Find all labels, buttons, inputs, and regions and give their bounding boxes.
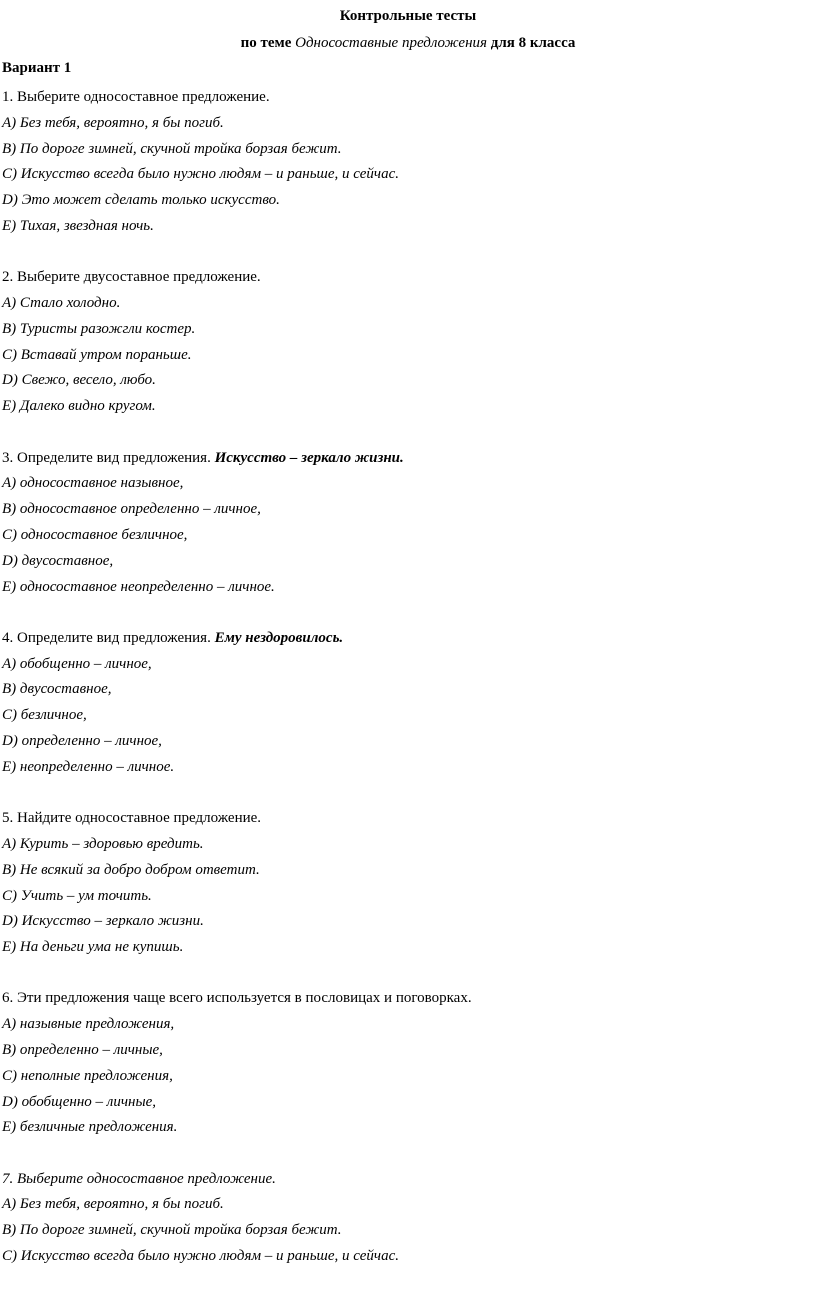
option-c: C) Учить – ум точить. [2, 887, 152, 904]
option-d: D) двусоставное, [2, 552, 114, 569]
option-d: D) обобщенно – личные, [2, 1093, 157, 1110]
question-4 [2, 626, 802, 781]
option-b: B) Туристы разожгли костер. [2, 320, 196, 337]
question-1 [2, 85, 802, 240]
question-sentence: Ему нездоровилось. [214, 629, 344, 646]
option-c: C) безличное, [2, 707, 87, 724]
option-e: E) неопределенно – личное. [2, 758, 175, 775]
question-text: 5. Найдите односоставное предложение. [2, 810, 262, 827]
questions-list [2, 85, 802, 1295]
question-5 [2, 806, 802, 961]
option-b: B) По дороге зимней, скучной тройка борзая бежит. [2, 1222, 342, 1239]
option-a: A) Без тебя, вероятно, я бы погиб. [2, 1196, 224, 1213]
option-b: B) односоставное определенно – личное, [2, 501, 261, 518]
question-2 [2, 265, 802, 420]
option-d: D) определенно – личное, [2, 733, 162, 750]
option-d: D) Искусство – зеркало жизни. [2, 913, 204, 930]
option-c: C) неполные предложения, [2, 1067, 173, 1084]
option-c: C) Вставай утром пораньше. [2, 346, 192, 363]
option-a: A) Курить – здоровью вредить. [2, 835, 204, 852]
option-d: D) Свежо, весело, любо. [2, 372, 156, 389]
question-text: 1. Выберите односоставное предложение. [2, 89, 270, 105]
question-prompt: 3. Определите вид предложения. [2, 449, 211, 466]
option-b: B) двусоставное, [2, 681, 112, 698]
question-text [2, 626, 802, 652]
subtitle-topic: Односоставные предложения [295, 35, 487, 51]
option-c: C) Искусство всегда было нужно людям – и раньше, и сейчас. [2, 1248, 399, 1265]
option-e: E) односоставное неопределенно – личное. [2, 578, 275, 595]
option-c: C) односоставное безличное, [2, 526, 188, 543]
document-subtitle [0, 34, 816, 52]
option-a: A) Стало холодно. [2, 295, 121, 312]
question-sentence: Искусство – зеркало жизни. [214, 449, 404, 466]
option-b: B) Не всякий за добро добром ответит. [2, 861, 260, 878]
option-e: E) Тихая, звездная ночь. [2, 217, 154, 234]
option-e: E) безличные предложения. [2, 1119, 178, 1136]
option-b: B) определенно – личные, [2, 1042, 163, 1058]
option-c: C) Искусство всегда было нужно людям – и раньше, и сейчас. [2, 166, 399, 183]
option-d: D) Это может сделать только искусство. [2, 192, 280, 209]
question-text: 2. Выберите двусоставное предложение. [2, 269, 261, 286]
question-3 [2, 446, 802, 601]
variant-heading: Вариант 1 [2, 60, 72, 76]
subtitle-prefix: по теме [240, 35, 292, 51]
question-prompt: 4. Определите вид предложения. [2, 629, 211, 646]
question-7 [2, 1167, 802, 1270]
question-6 [2, 986, 802, 1141]
option-e: E) Далеко видно кругом. [2, 398, 156, 415]
option-a: A) односоставное назывное, [2, 475, 184, 492]
option-a: A) назывные предложения, [2, 1016, 175, 1033]
question-text [2, 446, 802, 472]
document-title: Контрольные тесты [339, 8, 477, 24]
option-a: A) обобщенно – личное, [2, 655, 152, 672]
option-b: B) По дороге зимней, скучной тройка борзая бежит. [2, 140, 342, 157]
question-text: 6. Эти предложения чаще всего используется в пословицах и поговорках. [2, 990, 472, 1007]
option-a: A) Без тебя, вероятно, я бы погиб. [2, 114, 224, 131]
option-e: E) На деньги ума не купишь. [2, 939, 184, 956]
question-text: 7. Выберите односоставное предложение. [2, 1170, 276, 1187]
subtitle-suffix: для 8 класса [490, 35, 576, 51]
